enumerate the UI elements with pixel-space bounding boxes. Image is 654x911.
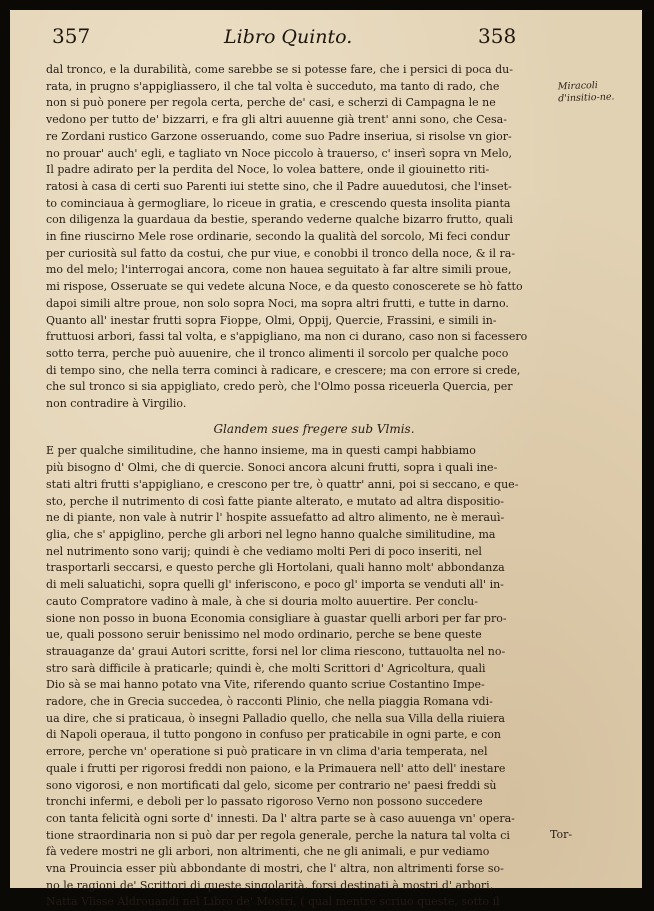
text-line: dal tronco, e la durabilità, come sarebbe se si potesse fare, che i persici di poca du- [46, 63, 513, 76]
paragraph-1 [46, 62, 582, 413]
text-line: fruttuosi arbori, fassi tal volta, e s'appigliano, ma non ci durano, caso non si facessero [46, 330, 528, 344]
text-line: sione non posso in buona Economia consigliare à guastar quelli arbori per far pro- [46, 611, 507, 625]
text-line: radore, che in Grecia succedea, ò racconti Plinio, che nella piaggia Romana vdi- [46, 695, 493, 709]
text-line: fà vedere mostri ne gli arbori, non altrimenti, che ne gli animali, e pur vediamo [46, 845, 490, 859]
text-line: sotto terra, perche può auuenire, che il tronco alimenti il sorcolo per qualche poco [46, 346, 509, 360]
running-title: Libro Quinto. [224, 26, 353, 48]
page-number-right: 358 [478, 24, 517, 48]
text-line: sto, perche il nutrimento di così fatte piante alterato, e mutato ad altra dispositio- [46, 494, 504, 508]
text-line: stati altri frutti s'appigliano, e crescono per tre, ò quattr' anni, poi si seccano, e que- [46, 477, 519, 491]
text-line: stro sarà difficile à praticarle; quindi è, che molti Scrittori d' Agricoltura, quali [46, 661, 486, 675]
catchword: Tor- [550, 828, 573, 841]
text-line: Il padre adirato per la perdita del Noce, lo volea battere, onde il giouinetto riti- [46, 163, 490, 177]
text-line: errore, perche vn' operatione si può praticare in vn clima d'aria temperata, nel [46, 745, 488, 759]
text-line: trasportarli seccarsi, e questo perche gli Hortolani, quali hanno molt' abbondanza [46, 561, 505, 575]
text-line: con diligenza la guardaua da bestie, sperando vederne qualche bizarro frutto, quali [46, 213, 513, 227]
text-line: di tempo sino, che nella terra cominci à radicare, e crescere; ma con errore si crede, [46, 363, 521, 377]
margin-note: Miracoli d'insitio-ne. [557, 80, 615, 105]
text-line: mo del melo; l'interrogai ancora, come non hauea seguitato à far altre simili proue, [46, 263, 512, 277]
text-line: più bisogno d' Olmi, che di quercie. Sonoci ancora alcuni frutti, sopra i quali ine- [46, 461, 498, 475]
text-line: rata, in prugno s'appigliassero, il che tal volta è succeduto, ma tanto di rado, che [46, 79, 500, 93]
page-number-left: 357 [52, 24, 91, 48]
text-line: ne di piante, non vale à nutrir l' hospite assuefatto ad altro alimento, ne è merauì- [46, 511, 505, 525]
text-line: quale i frutti per rigorosi freddi non paiono, e la Primauera nell' atto dell' inestare [46, 761, 506, 775]
text-line: tione straordinaria non si può dar per regola generale, perche la natura tal volta ci [46, 828, 510, 842]
text-line: re Zordani rustico Garzone osseruando, come suo Padre inseriua, si risolse vn gior- [46, 129, 512, 143]
text-line: sono vigorosi, e non mortificati dal gelo, sicome per contrario ne' paesi freddi sù [46, 778, 497, 792]
text-line: tronchi infermi, e deboli per lo passato rigoroso Verno non possono succedere [46, 795, 483, 809]
text-line: non contradire à Virgilio. [46, 397, 187, 411]
text-line: con tanta felicità ogni sorte d' innesti. Da l' altra parte se à caso auuenga vn' opera- [46, 811, 515, 825]
text-line: nel nutrimento sono varij; quindi è che vediamo molti Peri di poco inseriti, nel [46, 544, 482, 558]
text-line: di meli saluatichi, sopra quelli gl' inferiscono, e poco gl' importa se venduti all' in- [46, 578, 504, 592]
page-header [10, 20, 642, 54]
text-line: cauto Compratore vadino à male, à che si douria molto auuertire. Per conclu- [46, 594, 478, 608]
text-line: per curiosità sul fatto da costui, che pur viue, e conobbi il tronco della noce, & il ra- [46, 246, 516, 260]
text-line: Dio sà se mai hanno potato vna Vite, riferendo quanto scriue Costantino Impe- [46, 678, 485, 692]
body-text [46, 62, 582, 911]
text-line: dapoi simili altre proue, non solo sopra Noci, ma sopra altri frutti, e tutte in darno. [46, 296, 509, 310]
text-line: ua dire, che si praticaua, ò insegni Palladio quello, che nella sua Villa della riuiera [46, 711, 505, 725]
text-line: in fine riuscirno Mele rose ordinarie, secondo la qualità del sorcolo, Mi feci condur [46, 230, 510, 244]
section-heading: Glandem sues fregere sub Vlmis. [213, 421, 415, 436]
text-line: glia, che s' appiglino, perche gli arbori nel legno hanno qualche similitudine, ma [46, 527, 496, 541]
text-line: no le ragioni de' Scrittori di queste singolarità, forsi destinati à mostri d' arbori, [46, 878, 494, 892]
text-line: vedono per tutto de' bizzarri, e fra gli altri auuenne già trent' anni sono, che Cesa- [46, 113, 507, 127]
text-line: vna Prouincia esser più abbondante di mostri, che l' altra, non altrimenti forse so- [46, 862, 504, 876]
text-line: non si può ponere per regola certa, perche de' casi, e scherzi di Campagna le ne [46, 96, 496, 110]
text-line: no prouar' auch' egli, e tagliato vn Noce piccolo à trauerso, c' inserì sopra vn Melo, [46, 146, 512, 160]
text-line: E per qualche similitudine, che hanno insieme, ma in questi campi habbiamo [46, 444, 476, 458]
text-line: che sul tronco si sia appigliato, credo però, che l'Olmo possa riceuerla Quercia, per [46, 380, 513, 394]
text-line: Natta Vlisse Aldrouandi nel Libro de' Mostri, ( qual mentre scriuo queste, sotto il [46, 895, 500, 909]
text-line: Quanto all' inestar frutti sopra Fioppe, Olmi, Oppij, Quercie, Frassini, e simili in- [46, 313, 497, 327]
paragraph-2 [46, 443, 582, 911]
text-line: ue, quali possono seruir benissimo nel modo ordinario, perche se bene queste [46, 628, 482, 642]
text-line: to cominciaua à germogliare, lo riceue in gratia, e crescendo questa insolita pianta [46, 196, 511, 210]
text-line: strauaganze da' graui Autori scritte, forsi nel lor clima riescono, tuttauolta nel no- [46, 644, 506, 658]
text-line: mi rispose, Osseruate se qui vedete alcuna Noce, e da questo conoscerete se hò fatto [46, 280, 523, 294]
book-page [10, 10, 642, 909]
text-line: di Napoli operaua, il tutto pongono in confuso per praticabile in ogni parte, e con [46, 728, 501, 742]
text-line: ratosi à casa di certi suo Parenti iui stette sino, che il Padre auuedutosi, che l'inset- [46, 179, 512, 193]
